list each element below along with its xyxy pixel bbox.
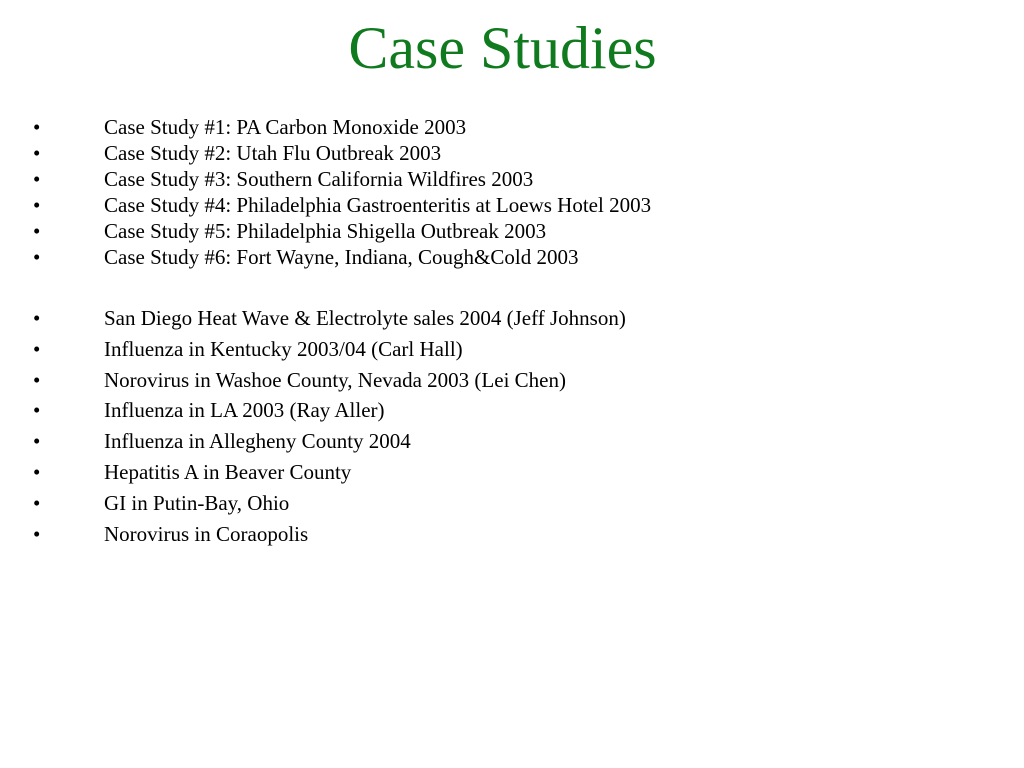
bullet-icon: •: [33, 141, 41, 165]
bullet-icon: •: [33, 219, 41, 243]
bullet-icon: •: [33, 193, 41, 217]
list-item-text: Case Study #4: Philadelphia Gastroenteritis at Loews Hotel 2003: [104, 193, 652, 217]
list-item-text: Norovirus in Coraopolis: [104, 521, 309, 546]
list-item-text: Influenza in Kentucky 2003/04 (Carl Hall): [104, 336, 463, 361]
bullet-icon: •: [33, 306, 41, 330]
bullet-icon: •: [33, 167, 41, 191]
list-item-text: San Diego Heat Wave & Electrolyte sales 2004 (Jeff Johnson): [104, 306, 626, 330]
list-item-text: Case Study #5: Philadelphia Shigella Outbreak 2003: [104, 219, 547, 243]
list-item-text: Case Study #2: Utah Flu Outbreak 2003: [104, 141, 442, 165]
list-item-text: Case Study #6: Fort Wayne, Indiana, Cough&Cold 2003: [104, 245, 579, 269]
bullet-icon: •: [33, 521, 41, 546]
bullet-icon: •: [33, 245, 41, 269]
list-item-text: Influenza in LA 2003 (Ray Aller): [104, 398, 385, 423]
list-item-text: Hepatitis A in Beaver County: [104, 459, 352, 484]
list-item-text: Case Study #3: Southern California Wildfires 2003: [104, 167, 534, 191]
list-item-text: Influenza in Allegheny County 2004: [104, 429, 411, 454]
bullet-icon: •: [33, 115, 41, 139]
bullet-icon: •: [33, 367, 41, 392]
bullet-icon: •: [33, 459, 41, 484]
bullet-icon: •: [33, 429, 41, 454]
list-item-text: GI in Putin-Bay, Ohio: [104, 490, 290, 515]
list-item-text: Norovirus in Washoe County, Nevada 2003 (Lei Chen): [104, 367, 566, 392]
bullet-icon: •: [33, 336, 41, 361]
bullet-icon: •: [33, 398, 41, 423]
slide-title: Case Studies: [348, 15, 657, 81]
list-item-text: Case Study #1: PA Carbon Monoxide 2003: [104, 115, 467, 139]
bullet-icon: •: [33, 490, 41, 515]
